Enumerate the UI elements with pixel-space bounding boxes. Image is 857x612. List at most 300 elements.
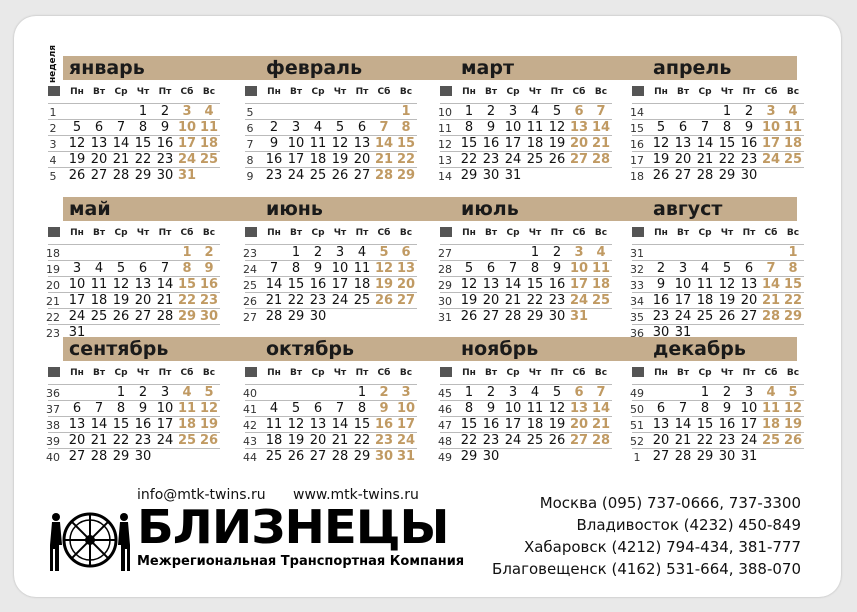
weekend-day: 18 bbox=[591, 277, 611, 292]
day: 30 bbox=[309, 309, 327, 324]
weekend-day: 14 bbox=[591, 120, 611, 135]
day: 2 bbox=[552, 245, 562, 260]
day: 27 bbox=[68, 449, 86, 464]
day: 20 bbox=[674, 152, 692, 167]
weekend-day: 4 bbox=[596, 245, 606, 260]
day: 15 bbox=[134, 136, 152, 151]
week-number: 7 bbox=[246, 138, 254, 151]
day: 30 bbox=[482, 449, 500, 464]
week-number: 39 bbox=[46, 435, 60, 448]
week-number: 18 bbox=[630, 170, 644, 183]
day: 28 bbox=[90, 449, 108, 464]
day: 18 bbox=[526, 417, 544, 432]
weekday-header: Пн bbox=[462, 368, 476, 378]
week-number: 26 bbox=[243, 295, 257, 308]
weekday-header: Сб bbox=[180, 87, 194, 97]
twins-wheel-logo-icon bbox=[50, 503, 130, 577]
weekday-header: Вт bbox=[289, 228, 303, 238]
weekend-day: 12 bbox=[783, 401, 803, 416]
weekend-day: 27 bbox=[569, 433, 589, 448]
weekend-day: 10 bbox=[396, 401, 416, 416]
weekend-day: 24 bbox=[396, 433, 416, 448]
day: 15 bbox=[353, 417, 371, 432]
day: 27 bbox=[309, 449, 327, 464]
day: 9 bbox=[138, 401, 148, 416]
weekend-day: 19 bbox=[783, 417, 803, 432]
day: 7 bbox=[269, 261, 279, 276]
day: 3 bbox=[678, 261, 688, 276]
day: 24 bbox=[331, 293, 349, 308]
weekday-header: Пн bbox=[654, 368, 668, 378]
weekday-header: Пт bbox=[158, 87, 172, 97]
week-number: 14 bbox=[630, 106, 644, 119]
weekend-day: 21 bbox=[374, 152, 394, 167]
weekend-day: 11 bbox=[199, 120, 219, 135]
day: 14 bbox=[112, 136, 130, 151]
week-number: 32 bbox=[630, 263, 644, 276]
weekday-header: Пн bbox=[462, 87, 476, 97]
day: 9 bbox=[313, 261, 323, 276]
brand-name: БЛИЗНЕЦЫ bbox=[137, 500, 449, 554]
week-number: 1 bbox=[633, 451, 641, 464]
weekday-header: Вс bbox=[786, 87, 800, 97]
weekday-header: Пт bbox=[158, 368, 172, 378]
weekend-day: 7 bbox=[379, 120, 389, 135]
weekday-header: Вс bbox=[594, 87, 608, 97]
day: 11 bbox=[526, 401, 544, 416]
weekday-header: Вт bbox=[92, 228, 106, 238]
weekend-day: 3 bbox=[574, 245, 584, 260]
month-name: ноябрь bbox=[461, 338, 539, 360]
weekend-day: 4 bbox=[182, 385, 192, 400]
day: 21 bbox=[696, 152, 714, 167]
weekend-day: 4 bbox=[788, 104, 798, 119]
day: 21 bbox=[331, 433, 349, 448]
day: 15 bbox=[696, 417, 714, 432]
day: 6 bbox=[744, 261, 754, 276]
weekend-day: 22 bbox=[177, 293, 197, 308]
weekend-day: 18 bbox=[199, 136, 219, 151]
week-number: 24 bbox=[243, 263, 257, 276]
weekday-header: Вт bbox=[676, 228, 690, 238]
week-number-label-text: неделя bbox=[48, 44, 58, 84]
day: 8 bbox=[357, 401, 367, 416]
day: 26 bbox=[548, 433, 566, 448]
day: 14 bbox=[504, 277, 522, 292]
day: 24 bbox=[68, 309, 86, 324]
weekend-day: 20 bbox=[569, 136, 589, 151]
brand-tagline: Межрегиональная Транспортная Компания bbox=[137, 554, 465, 569]
day: 13 bbox=[68, 417, 86, 432]
day: 27 bbox=[353, 168, 371, 183]
week-number: 17 bbox=[630, 154, 644, 167]
day: 12 bbox=[460, 277, 478, 292]
weekday-header: Вс bbox=[399, 228, 413, 238]
day: 24 bbox=[740, 433, 758, 448]
week-number: 40 bbox=[243, 387, 257, 400]
weekend-day: 11 bbox=[761, 401, 781, 416]
weekday-header: Ср bbox=[698, 228, 712, 238]
day: 23 bbox=[156, 152, 174, 167]
day: 13 bbox=[309, 417, 327, 432]
phone-moscow: Москва (095) 737-0666, 737-3300 bbox=[539, 494, 801, 512]
weekend-day: 17 bbox=[396, 417, 416, 432]
weekday-header: Пт bbox=[355, 87, 369, 97]
day: 30 bbox=[156, 168, 174, 183]
month-name: сентябрь bbox=[69, 338, 169, 360]
weekend-day: 25 bbox=[783, 152, 803, 167]
day: 1 bbox=[700, 385, 710, 400]
day: 4 bbox=[700, 261, 710, 276]
day: 21 bbox=[504, 293, 522, 308]
weekend-day: 7 bbox=[596, 385, 606, 400]
weekday-header: Ср bbox=[311, 228, 325, 238]
week-number: 11 bbox=[438, 122, 452, 135]
day: 26 bbox=[652, 168, 670, 183]
day: 5 bbox=[291, 401, 301, 416]
weekend-day: 21 bbox=[591, 417, 611, 432]
day: 30 bbox=[134, 449, 152, 464]
day: 10 bbox=[504, 401, 522, 416]
day: 28 bbox=[156, 309, 174, 324]
day: 7 bbox=[678, 401, 688, 416]
day: 19 bbox=[112, 293, 130, 308]
weekend-day: 14 bbox=[761, 277, 781, 292]
weekday-header: Чт bbox=[333, 87, 347, 97]
weekday-header: Пт bbox=[355, 368, 369, 378]
day: 6 bbox=[656, 401, 666, 416]
day: 23 bbox=[482, 152, 500, 167]
day: 14 bbox=[90, 417, 108, 432]
month-name: июль bbox=[461, 198, 519, 220]
day: 7 bbox=[160, 261, 170, 276]
day: 19 bbox=[287, 433, 305, 448]
day: 11 bbox=[526, 120, 544, 135]
day: 18 bbox=[309, 152, 327, 167]
day: 28 bbox=[331, 449, 349, 464]
weekend-day: 1 bbox=[401, 104, 411, 119]
week-number: 50 bbox=[630, 403, 644, 416]
weekday-header: Сб bbox=[377, 368, 391, 378]
weekend-day: 10 bbox=[177, 120, 197, 135]
weekend-day: 1 bbox=[788, 245, 798, 260]
weekday-header: Ср bbox=[114, 228, 128, 238]
week-number: 23 bbox=[46, 327, 60, 340]
weekday-header: Вс bbox=[399, 87, 413, 97]
weekend-day: 17 bbox=[177, 136, 197, 151]
weekday-header: Чт bbox=[720, 228, 734, 238]
week-number: 21 bbox=[46, 295, 60, 308]
weekday-header: Ср bbox=[506, 87, 520, 97]
day: 5 bbox=[116, 261, 126, 276]
day: 29 bbox=[353, 449, 371, 464]
weekend-day: 16 bbox=[199, 277, 219, 292]
month-name: февраль bbox=[266, 57, 363, 79]
day: 23 bbox=[265, 168, 283, 183]
day: 29 bbox=[696, 449, 714, 464]
weekday-header: Пн bbox=[654, 87, 668, 97]
phone-khabarovsk: Хабаровск (4212) 794-434, 381-777 bbox=[523, 538, 801, 556]
day: 30 bbox=[548, 309, 566, 324]
weekday-header: Сб bbox=[377, 87, 391, 97]
day: 27 bbox=[652, 449, 670, 464]
day: 24 bbox=[156, 433, 174, 448]
contact-website[interactable]: www.mtk-twins.ru bbox=[293, 487, 419, 503]
weekend-day: 5 bbox=[788, 385, 798, 400]
weekend-day: 20 bbox=[569, 417, 589, 432]
day: 20 bbox=[652, 433, 670, 448]
day: 5 bbox=[335, 120, 345, 135]
week-number: 30 bbox=[438, 295, 452, 308]
day: 20 bbox=[353, 152, 371, 167]
weekday-header: Чт bbox=[136, 228, 150, 238]
weekend-day: 15 bbox=[396, 136, 416, 151]
weekend-day: 6 bbox=[401, 245, 411, 260]
week-number: 5 bbox=[246, 106, 254, 119]
day: 14 bbox=[265, 277, 283, 292]
day: 31 bbox=[68, 325, 86, 340]
day: 18 bbox=[353, 277, 371, 292]
day: 9 bbox=[656, 277, 666, 292]
day: 12 bbox=[548, 401, 566, 416]
day: 13 bbox=[482, 277, 500, 292]
day: 13 bbox=[674, 136, 692, 151]
day: 6 bbox=[313, 401, 323, 416]
day: 17 bbox=[504, 136, 522, 151]
weekend-day: 30 bbox=[374, 449, 394, 464]
weekend-day: 13 bbox=[396, 261, 416, 276]
day: 11 bbox=[353, 261, 371, 276]
day: 5 bbox=[552, 104, 562, 119]
day: 14 bbox=[696, 136, 714, 151]
weekday-header: Пт bbox=[550, 368, 564, 378]
weekday-header: Сб bbox=[764, 87, 778, 97]
day: 1 bbox=[116, 385, 126, 400]
week-number: 5 bbox=[49, 170, 57, 183]
week-number: 20 bbox=[46, 279, 60, 292]
day: 15 bbox=[112, 417, 130, 432]
weekend-day: 25 bbox=[177, 433, 197, 448]
day: 14 bbox=[331, 417, 349, 432]
weekend-day: 16 bbox=[374, 417, 394, 432]
weekday-header: Вс bbox=[594, 368, 608, 378]
day: 28 bbox=[265, 309, 283, 324]
day: 16 bbox=[548, 277, 566, 292]
day: 16 bbox=[718, 417, 736, 432]
weekend-day: 25 bbox=[761, 433, 781, 448]
day: 29 bbox=[460, 449, 478, 464]
day: 11 bbox=[90, 277, 108, 292]
day: 1 bbox=[530, 245, 540, 260]
week-number: 48 bbox=[438, 435, 452, 448]
day: 12 bbox=[112, 277, 130, 292]
week-number: 40 bbox=[46, 451, 60, 464]
weekend-day: 13 bbox=[569, 120, 589, 135]
week-number: 25 bbox=[243, 279, 257, 292]
weekday-header: Вт bbox=[289, 87, 303, 97]
week-number: 52 bbox=[630, 435, 644, 448]
day: 25 bbox=[309, 168, 327, 183]
weekend-day: 23 bbox=[199, 293, 219, 308]
weekend-day: 24 bbox=[761, 152, 781, 167]
day: 9 bbox=[486, 401, 496, 416]
weekday-header: Сб bbox=[764, 228, 778, 238]
day: 6 bbox=[72, 401, 82, 416]
weekday-header: Пт bbox=[550, 228, 564, 238]
day: 1 bbox=[464, 104, 474, 119]
day: 31 bbox=[740, 449, 758, 464]
weekend-day: 5 bbox=[204, 385, 214, 400]
day: 8 bbox=[464, 401, 474, 416]
day: 12 bbox=[331, 136, 349, 151]
weekend-day: 28 bbox=[761, 309, 781, 324]
weekday-header: Вт bbox=[484, 87, 498, 97]
weekend-day: 24 bbox=[177, 152, 197, 167]
day: 2 bbox=[160, 104, 170, 119]
day: 5 bbox=[72, 120, 82, 135]
day: 19 bbox=[548, 417, 566, 432]
day: 4 bbox=[357, 245, 367, 260]
weekend-day: 7 bbox=[596, 104, 606, 119]
day: 15 bbox=[526, 277, 544, 292]
week-number: 36 bbox=[630, 327, 644, 340]
weekday-header: Ср bbox=[311, 368, 325, 378]
weekend-day: 13 bbox=[569, 401, 589, 416]
week-number: 22 bbox=[46, 311, 60, 324]
day: 19 bbox=[331, 152, 349, 167]
day: 10 bbox=[331, 261, 349, 276]
weekday-header: Вт bbox=[484, 368, 498, 378]
day: 27 bbox=[674, 168, 692, 183]
month-name: январь bbox=[69, 57, 145, 79]
weekend-day: 9 bbox=[379, 401, 389, 416]
week-number: 37 bbox=[46, 403, 60, 416]
weekend-day: 3 bbox=[182, 104, 192, 119]
week-number: 49 bbox=[438, 451, 452, 464]
week-number: 10 bbox=[438, 106, 452, 119]
phone-vladivostok: Владивосток (4232) 450-849 bbox=[576, 516, 801, 534]
day: 16 bbox=[740, 136, 758, 151]
day: 25 bbox=[265, 449, 283, 464]
weekday-header: Пт bbox=[158, 228, 172, 238]
weekend-day: 26 bbox=[374, 293, 394, 308]
weekend-day: 29 bbox=[177, 309, 197, 324]
day: 2 bbox=[269, 120, 279, 135]
weekday-header: Пн bbox=[267, 368, 281, 378]
day: 29 bbox=[526, 309, 544, 324]
day: 21 bbox=[265, 293, 283, 308]
day: 1 bbox=[722, 104, 732, 119]
day: 17 bbox=[504, 417, 522, 432]
weekend-day: 22 bbox=[783, 293, 803, 308]
weekday-header: Чт bbox=[720, 87, 734, 97]
weekday-header: Пт bbox=[355, 228, 369, 238]
day: 24 bbox=[504, 433, 522, 448]
day: 2 bbox=[656, 261, 666, 276]
week-number: 38 bbox=[46, 419, 60, 432]
weekend-day: 18 bbox=[761, 417, 781, 432]
day: 17 bbox=[156, 417, 174, 432]
day: 17 bbox=[331, 277, 349, 292]
weekday-header: Сб bbox=[377, 228, 391, 238]
day: 23 bbox=[718, 433, 736, 448]
week-number: 18 bbox=[46, 247, 60, 260]
day: 22 bbox=[460, 152, 478, 167]
weekday-header: Ср bbox=[506, 368, 520, 378]
day: 22 bbox=[112, 433, 130, 448]
weekend-day: 17 bbox=[761, 136, 781, 151]
day: 20 bbox=[740, 293, 758, 308]
week-number: 51 bbox=[630, 419, 644, 432]
day: 28 bbox=[696, 168, 714, 183]
day: 4 bbox=[530, 385, 540, 400]
day: 21 bbox=[674, 433, 692, 448]
day: 16 bbox=[134, 417, 152, 432]
weekday-header: Сб bbox=[180, 228, 194, 238]
day: 16 bbox=[309, 277, 327, 292]
day: 9 bbox=[486, 120, 496, 135]
weekend-day: 18 bbox=[177, 417, 197, 432]
weekday-header: Вт bbox=[92, 368, 106, 378]
day: 24 bbox=[504, 152, 522, 167]
day: 22 bbox=[353, 433, 371, 448]
week-number: 9 bbox=[246, 170, 254, 183]
weekend-day: 8 bbox=[788, 261, 798, 276]
week-number: 34 bbox=[630, 295, 644, 308]
weekday-header: Пн bbox=[70, 87, 84, 97]
month-name: октябрь bbox=[266, 338, 355, 360]
day: 8 bbox=[722, 120, 732, 135]
day: 28 bbox=[674, 449, 692, 464]
week-number: 15 bbox=[630, 122, 644, 135]
day: 7 bbox=[116, 120, 126, 135]
day: 2 bbox=[722, 385, 732, 400]
day: 5 bbox=[722, 261, 732, 276]
day: 15 bbox=[287, 277, 305, 292]
weekday-header: Пн bbox=[462, 228, 476, 238]
weekday-header: Пн bbox=[70, 228, 84, 238]
week-number: 13 bbox=[438, 154, 452, 167]
week-number: 29 bbox=[438, 279, 452, 292]
day: 22 bbox=[526, 293, 544, 308]
weekday-header: Вт bbox=[676, 87, 690, 97]
month-name: май bbox=[69, 198, 111, 220]
weekend-day: 8 bbox=[182, 261, 192, 276]
week-number: 14 bbox=[438, 170, 452, 183]
day: 26 bbox=[460, 309, 478, 324]
weekday-header: Сб bbox=[572, 228, 586, 238]
weekend-day: 7 bbox=[766, 261, 776, 276]
day: 24 bbox=[674, 309, 692, 324]
weekday-header: Вт bbox=[484, 228, 498, 238]
day: 4 bbox=[94, 261, 104, 276]
day: 21 bbox=[112, 152, 130, 167]
contact-email[interactable]: info@mtk-twins.ru bbox=[137, 487, 266, 503]
weekday-header: Пн bbox=[70, 368, 84, 378]
day: 8 bbox=[530, 261, 540, 276]
weekend-day: 6 bbox=[574, 104, 584, 119]
day: 9 bbox=[269, 136, 279, 151]
day: 28 bbox=[112, 168, 130, 183]
weekday-header: Вс bbox=[202, 87, 216, 97]
day: 1 bbox=[138, 104, 148, 119]
weekday-header: Пт bbox=[742, 368, 756, 378]
day: 22 bbox=[134, 152, 152, 167]
weekend-day: 10 bbox=[761, 120, 781, 135]
day: 19 bbox=[718, 293, 736, 308]
week-number: 45 bbox=[438, 387, 452, 400]
day: 20 bbox=[482, 293, 500, 308]
